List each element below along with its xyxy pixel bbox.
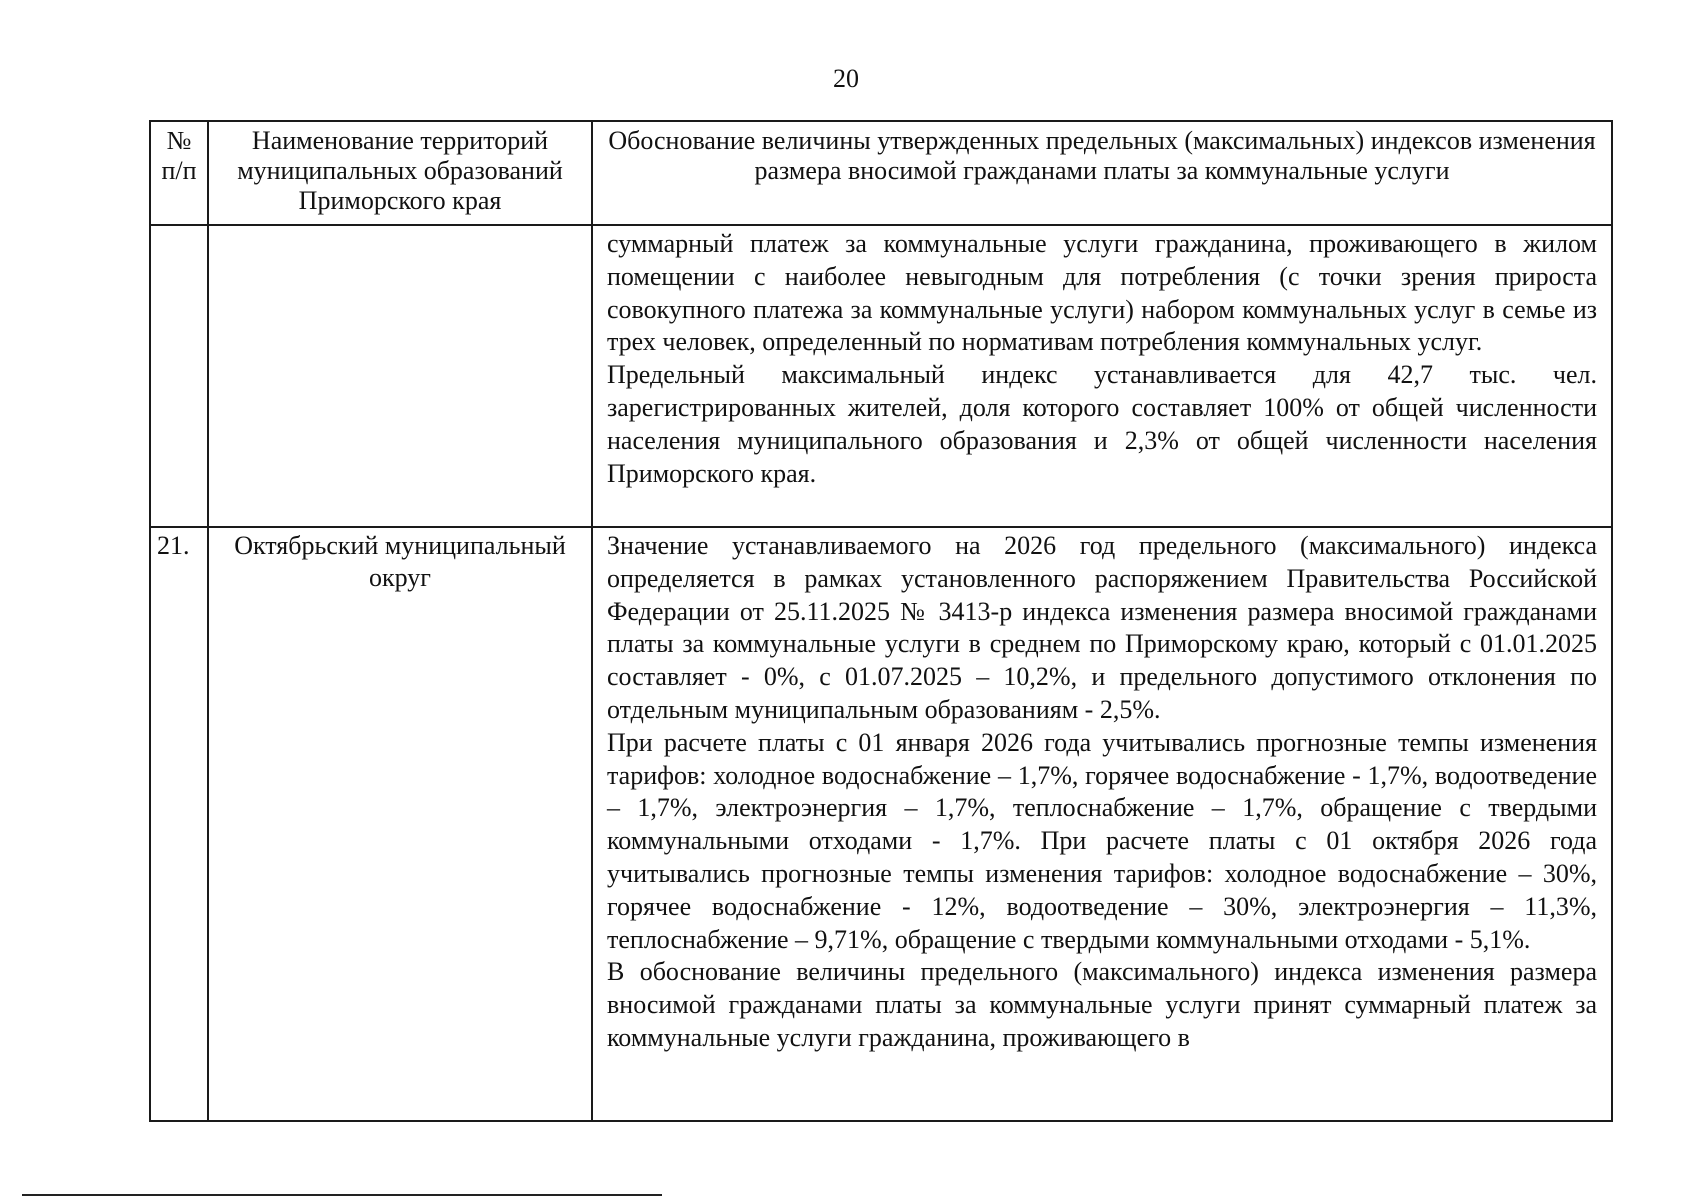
header-justification: Обоснование величины утвержденных предельных (максимальных) индексов изменения размера вносимой гражданами платы за коммунальные услуги <box>592 121 1612 225</box>
justification-paragraph: суммарный платеж за коммунальные услуги гражданина, проживающего в жилом помещении с наиболее невыгодным для потребления (с точки зрения прироста совокупного платежа за коммунальные услуги) набором коммунальных услуг в семье из трех человек, определенный по нормативам потребления коммунальных услуг. <box>607 229 1597 357</box>
footer-divider <box>22 1194 662 1196</box>
territory-name-cell <box>208 225 592 527</box>
table-row <box>150 225 1612 527</box>
table-row <box>150 527 1612 1121</box>
justification-paragraph: В обоснование величины предельного (максимального) индекса изменения размера вносимой гражданами платы за коммунальные услуги принят суммарный платеж за коммунальные услуги гражданина, проживающего в <box>607 957 1597 1052</box>
table-header-row <box>150 121 1612 225</box>
territory-name-cell: Октябрьский муниципальный округ <box>208 527 592 1121</box>
justification-cell <box>592 225 1612 527</box>
header-territory-name: Наименование территорий муниципальных образований Приморского края <box>208 121 592 225</box>
header-number: № п/п <box>150 121 208 225</box>
tariff-index-table <box>149 120 1613 1122</box>
row-number-cell: 21. <box>150 527 208 1121</box>
justification-paragraph: Предельный максимальный индекс устанавливается для 42,7 тыс. чел. зарегистрированных жителей, доля которого составляет 100% от общей численности населения муниципального образования и 2,3% от общей численности населения Приморского края. <box>607 360 1597 488</box>
row-number-cell <box>150 225 208 527</box>
justification-paragraph: При расчете платы с 01 января 2026 года учитывались прогнозные темпы изменения тарифов: холодное водоснабжение – 1,7%, горячее водоснабжение - 1,7%, водоотведение – 1,7%, электроэнергия – 1,7%, теплоснабжение – 1,7%, обращение с твердыми коммунальными отходами - 1,7%. При расчете платы с 01 октября 2026 года учитывались прогнозные темпы изменения тарифов: холодное водоснабжение – 30%, горячее водоснабжение - 12%, водоотведение – 30%, электроэнергия – 11,3%, теплоснабжение – 9,71%, обращение с твердыми коммунальными отходами - 5,1%. <box>607 727 1597 954</box>
justification-paragraph: Значение устанавливаемого на 2026 год предельного (максимального) индекса определяется в рамках установленного распоряжением Правительства Российской Федерации от 25.11.2025 № 3413-р индекса изменения размера вносимой гражданами платы за коммунальные услуги в среднем по Приморскому краю, который с 01.01.2025 составляет - 0%, с 01.07.2025 – 10,2%, и предельного допустимого отклонения по отдельным муниципальным образованиям - 2,5%. <box>607 531 1597 724</box>
justification-cell <box>592 527 1612 1121</box>
page-number: 20 <box>833 64 859 93</box>
